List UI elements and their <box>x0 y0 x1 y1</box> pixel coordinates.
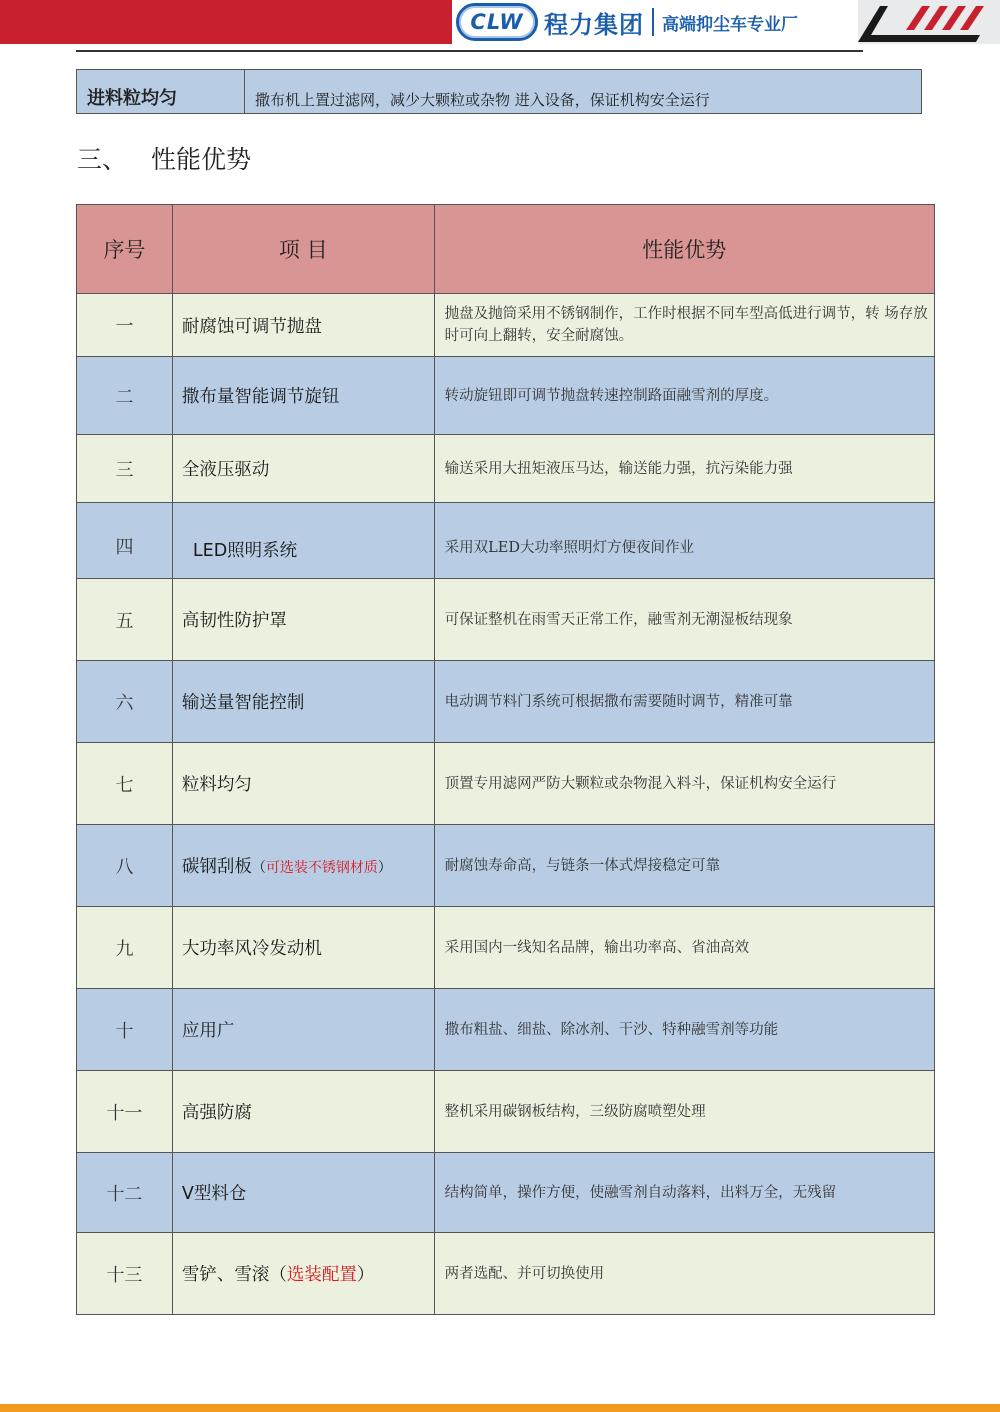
company-name: 程力集团 <box>544 10 644 39</box>
section-heading <box>77 140 251 176</box>
logo-badge <box>456 3 538 41</box>
previous-table-continuation <box>76 69 922 114</box>
row-item: 高韧性防护罩 <box>172 579 434 661</box>
table-row <box>77 70 922 114</box>
row-seq: 十三 <box>77 1233 173 1315</box>
row-item: 应用广 <box>172 989 434 1071</box>
row-item: 雪铲、雪滚 <box>181 1265 270 1285</box>
header-seq: 序号 <box>77 205 173 294</box>
row-item-note: 可选装不锈钢材质 <box>265 860 378 876</box>
row-desc: 转动旋钮即可调节抛盘转速控制路面融雪剂的厚度。 <box>434 357 934 435</box>
row-desc: 可保证整机在雨雪天正常工作，融雪剂无潮湿板结现象 <box>434 579 934 661</box>
row-desc: 整机采用碳钢板结构，三级防腐喷塑处理 <box>434 1071 934 1153</box>
table-row <box>77 661 935 743</box>
row-seq: 十二 <box>77 1153 173 1233</box>
performance-table <box>76 204 935 1315</box>
table-row <box>77 1071 935 1153</box>
table-row <box>77 1233 935 1315</box>
logo-divider <box>652 8 654 36</box>
table-row <box>77 294 935 357</box>
row-desc: 输送采用大扭矩液压马达，输送能力强，抗污染能力强 <box>434 435 934 503</box>
row-item: 粒料均匀 <box>172 743 434 825</box>
logo-abbr: CLW <box>470 10 524 34</box>
header-rule <box>76 50 863 52</box>
row-item: 耐腐蚀可调节抛盘 <box>172 294 434 357</box>
row-item-with-note: 碳钢刮板（可选装不锈钢材质） <box>172 825 434 907</box>
table-row <box>77 907 935 989</box>
row-item: 全液压驱动 <box>172 435 434 503</box>
row-seq: 五 <box>77 579 173 661</box>
row-item: 高强防腐 <box>172 1071 434 1153</box>
header-red-band <box>0 0 452 44</box>
company-logo <box>452 0 858 44</box>
row-item-with-note: 雪铲、雪滚（选装配置） <box>172 1233 434 1315</box>
row-item: 撒布量智能调节旋钮 <box>172 357 434 435</box>
row-seq: 三 <box>77 435 173 503</box>
row-item: 碳钢刮板 <box>181 857 252 877</box>
table-header-row <box>77 205 935 294</box>
row-desc: 两者选配、并可切换使用 <box>434 1233 934 1315</box>
row-seq: 八 <box>77 825 173 907</box>
table-row <box>77 357 935 435</box>
table-row <box>77 1153 935 1233</box>
section-title: 性能优势 <box>151 145 252 174</box>
table-row <box>77 743 935 825</box>
table-row <box>77 503 935 579</box>
row-item-note: 选装配置 <box>286 1265 357 1285</box>
header-stripes-decoration <box>858 2 988 42</box>
header-item: 项 目 <box>172 205 434 294</box>
section-number: 三、 <box>77 145 128 174</box>
row-seq: 六 <box>77 661 173 743</box>
row-desc: 耐腐蚀寿命高，与链条一体式焊接稳定可靠 <box>434 825 934 907</box>
row-seq: 七 <box>77 743 173 825</box>
row-seq: 四 <box>77 503 173 579</box>
row-seq: 十 <box>77 989 173 1071</box>
header-advantage: 性能优势 <box>434 205 934 294</box>
row-seq: 九 <box>77 907 173 989</box>
company-slogan: 高端抑尘车专业厂 <box>662 14 798 35</box>
row-text: 撒布机上置过滤网，减少大颗粒或杂物 进入设备，保证机构安全运行 <box>245 70 922 114</box>
row-seq: 十一 <box>77 1071 173 1153</box>
row-desc: 顶置专用滤网严防大颗粒或杂物混入料斗，保证机构安全运行 <box>434 743 934 825</box>
row-item: V型料仓 <box>172 1153 434 1233</box>
row-seq: 二 <box>77 357 173 435</box>
row-label: 进料粒均匀 <box>77 70 245 114</box>
row-desc: 撒布粗盐、细盐、除冰剂、干沙、特种融雪剂等功能 <box>434 989 934 1071</box>
row-item: 大功率风冷发动机 <box>172 907 434 989</box>
row-desc: 采用双LED大功率照明灯方便夜间作业 <box>434 503 934 579</box>
table-row <box>77 579 935 661</box>
footer-orange-bar <box>0 1404 1000 1412</box>
table-row <box>77 435 935 503</box>
row-desc: 采用国内一线知名品牌，输出功率高、省油高效 <box>434 907 934 989</box>
row-item: 输送量智能控制 <box>172 661 434 743</box>
row-item: LED照明系统 <box>172 503 434 579</box>
row-desc: 抛盘及抛筒采用不锈钢制作，工作时根据不同车型高低进行调节，转 场存放时可向上翻转，安全耐腐蚀。 <box>434 294 934 357</box>
table-row <box>77 825 935 907</box>
table-row <box>77 989 935 1071</box>
row-seq: 一 <box>77 294 173 357</box>
row-desc: 电动调节料门系统可根据撒布需要随时调节，精准可靠 <box>434 661 934 743</box>
row-desc: 结构简单，操作方便，使融雪剂自动落料，出料万全，无残留 <box>434 1153 934 1233</box>
